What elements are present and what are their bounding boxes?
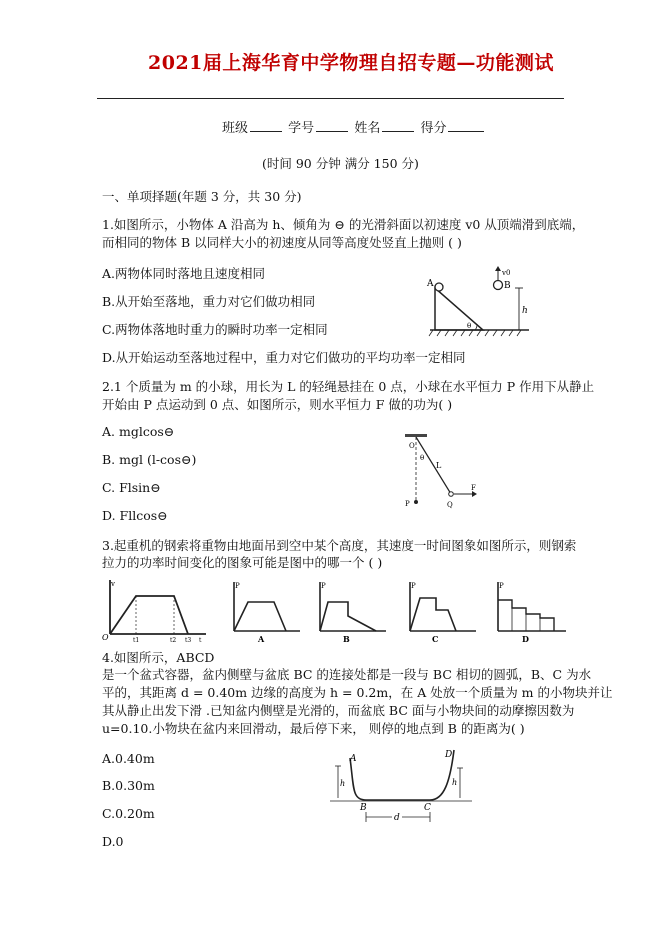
q1-label-h: h <box>522 306 528 316</box>
q1-option-d[interactable]: D.从开始运动至落地过程中，重力对它们做功的平均功率一定相同 <box>102 350 466 365</box>
q3-choice-a-label: A <box>258 634 265 644</box>
score-blank[interactable] <box>448 119 484 132</box>
q1-option-b[interactable]: B.从开始至落地，重力对它们做功相同 <box>102 294 316 309</box>
section-heading: 一、单项择题(年题 3 分，共 30 分) <box>102 189 302 204</box>
title-divider <box>97 98 564 99</box>
student-id-label: 学号 <box>288 121 315 136</box>
q3-t3-label: t3 <box>185 637 192 644</box>
score-label: 得分 <box>420 121 447 136</box>
q1-label-v0: v0 <box>502 269 511 277</box>
q3-choice-c-label: C <box>432 634 439 644</box>
name-label: 姓名 <box>354 121 381 136</box>
q3-graphs-row <box>96 576 576 644</box>
class-blank[interactable] <box>250 119 282 132</box>
svg-text:P: P <box>321 582 326 590</box>
q4-option-b[interactable]: B.0.30m <box>102 778 155 793</box>
q4-label-h-left: h <box>340 779 346 788</box>
q1-incline-figure <box>425 266 535 342</box>
q3-stem-line1: 3.起重机的钢索将重物由地面吊到空中某个高度，其速度一时间图象如图所示，则钢索 <box>102 538 577 553</box>
q2-label-q: Q <box>447 501 453 509</box>
q2-option-c[interactable]: C. Flsin⊖ <box>102 480 161 495</box>
q3-velocity-graph <box>102 580 206 644</box>
q3-t2-label: t2 <box>170 637 177 644</box>
q3-choice-c-graph <box>410 582 476 644</box>
page-title: 2021届上海华育中学物理自招专题—功能测试 <box>148 52 554 74</box>
svg-text:P: P <box>499 582 504 590</box>
time-and-score-note: (时间 90 分钟 满分 150 分) <box>262 156 419 171</box>
q4-option-d[interactable]: D.0 <box>102 834 124 849</box>
class-label: 班级 <box>222 121 249 136</box>
q3-v-axis-label: v <box>111 580 115 588</box>
q3-choice-a-graph <box>234 582 300 644</box>
q3-stem-line2: 拉力的功率时间变化的图象可能是图中的哪一个 ( ) <box>102 555 383 570</box>
student-id-blank[interactable] <box>316 119 348 132</box>
q3-t-axis-label: t <box>199 637 202 644</box>
q4-stem-line2: 是一个盆式容器，盆内侧壁与盆底 BC 的连接处都是一段与 BC 相切的圆弧，B、C 为水 <box>102 667 592 682</box>
q2-label-l: L <box>436 461 442 470</box>
q3-t1-label: t1 <box>133 637 140 644</box>
q4-basin-figure <box>326 748 476 828</box>
q4-option-a[interactable]: A.0.40m <box>102 751 155 766</box>
q4-label-a: A <box>350 754 357 764</box>
q4-label-b: B <box>360 803 367 813</box>
q2-stem-line1: 2.1 个质量为 m 的小球，用长为 L 的轻绳悬挂在 0 点，小球在水平恒力 P 作用下从静止 <box>102 379 595 394</box>
q2-label-o: O <box>409 442 415 450</box>
q4-label-h-right: h <box>452 778 458 787</box>
q1-stem-line2: 而相同的物体 B 以同样大小的初速度从同等高度处竖直上抛则 ( ) <box>102 235 462 250</box>
q1-option-a[interactable]: A.两物体同时落地且速度相同 <box>102 266 266 281</box>
student-info-fields <box>222 117 486 136</box>
q2-label-p: P <box>405 500 410 508</box>
q1-label-a: A <box>427 279 434 289</box>
svg-text:P: P <box>235 582 240 590</box>
q1-label-b: B <box>504 281 511 291</box>
q2-option-a[interactable]: A. mglcos⊖ <box>102 424 175 439</box>
q1-stem-line1: 1.如图所示，小物体 A 沿高为 h、倾角为 ⊖ 的光滑斜面以初速度 v0 从顶端滑到底端， <box>102 217 585 232</box>
q2-pendulum-figure <box>388 430 488 514</box>
q2-option-d[interactable]: D. Fllcos⊖ <box>102 508 168 523</box>
q4-stem-line3: 平的，其距离 d = 0.40m 边缘的高度为 h = 0.2m，在 A 处放一个质量为 m 的小物块并让 <box>102 685 613 700</box>
q4-label-d-distance: d <box>394 813 400 823</box>
q4-stem-line5: u=0.10.小物块在盆内来回滑动，最后停下来， 则停的地点到 B 的距离为( ) <box>102 721 525 736</box>
svg-text:P: P <box>411 582 416 590</box>
q4-option-c[interactable]: C.0.20m <box>102 806 155 821</box>
q2-label-theta: θ <box>420 454 425 462</box>
q1-label-theta: θ <box>467 322 472 330</box>
q1-option-c[interactable]: C.两物体落地时重力的瞬时功率一定相同 <box>102 322 328 337</box>
q4-label-c: C <box>424 803 431 813</box>
q2-stem-line2: 开始由 P 点运动到 0 点、如图所示，则水平恒力 F 做的功为( ) <box>102 397 453 412</box>
q2-option-b[interactable]: B. mgl (l-cos⊖) <box>102 452 197 467</box>
q4-stem-line4: 其从静止出发下滑 .已知盆内侧壁是光滑的，而盆底 BC 面与小物块间的动摩擦因数为 <box>102 703 575 718</box>
name-blank[interactable] <box>382 119 414 132</box>
q3-choice-b-graph <box>320 582 386 644</box>
q3-choice-d-graph <box>498 582 566 644</box>
q4-label-d: D <box>445 750 453 760</box>
q3-choice-b-label: B <box>343 634 350 644</box>
q3-choice-d-label: D <box>522 634 529 644</box>
q4-stem-line1: 4.如图所示，ABCD <box>102 650 215 665</box>
q2-label-f: F <box>471 484 476 492</box>
q3-origin-label: O <box>102 633 109 642</box>
